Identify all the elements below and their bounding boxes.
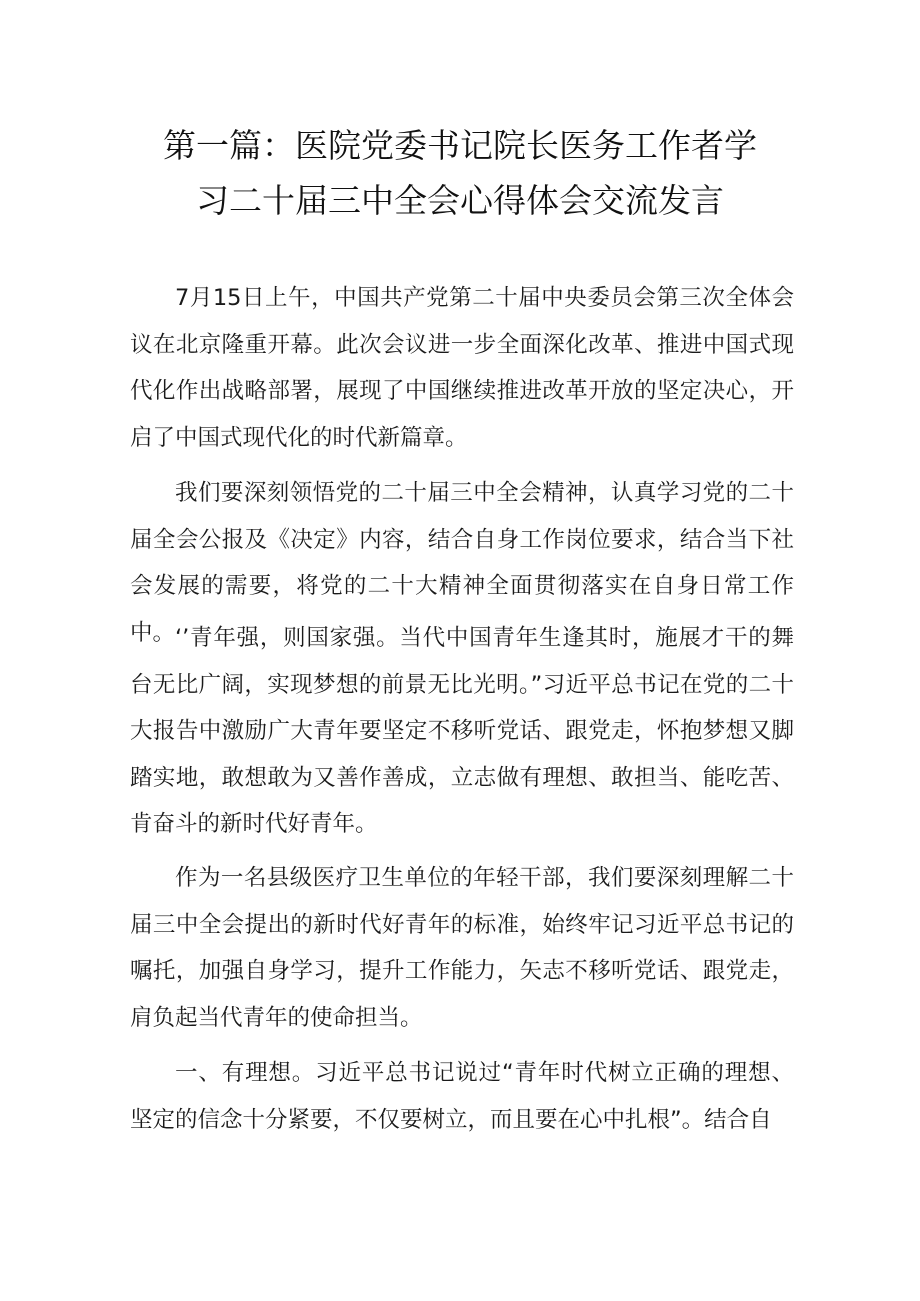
paragraph-text: 我们要深刻领悟党的二十届三中全会精神，认真学习党的二十届全会公报及《决定》内容，结合自身工作岗位要求，结合当下社会发展的需要，将党的二十大精神全面贯彻落实在自身日常工作中。 xyxy=(130,480,794,646)
document-title-line-1: 第一篇：医院党委书记院长医务工作者学 xyxy=(163,126,757,165)
document-title-line-2: 习二十届三中全会心得体会交流发言 xyxy=(196,181,724,220)
paragraph-text: 作为一名县级医疗卫生单位的年轻干部，我们要深刻理解二十届三中全会提出的新时代好青年的标准，始终牢记习近平总书记的嘱托，加强自身学习，提升工作能力，矢志不移听党话、跟党走，肩负起当代青年的使命担当。 xyxy=(130,865,794,1031)
paragraph-1 xyxy=(130,275,794,461)
paragraph-4 xyxy=(130,855,794,1041)
paragraph-5 xyxy=(130,1050,794,1143)
paragraph-text: 7月15日上午，中国共产党第二十届中央委员会第三次全体会议在北京隆重开幕。此次会议进一步全面深化改革、推进中国式现代化作出战略部署，展现了中国继续推进改革开放的坚定决心，开启了中国式现代化的时代新篇章。 xyxy=(130,285,794,451)
paragraph-text: ‘’青年强，则国家强。当代中国青年生逢其时，施展才干的舞台无比广阔，实现梦想的前景无比光明。”习近平总书记在党的二十大报告中激励广大青年要坚定不移听党话、跟党走，怀抱梦想又脚踏实地，敢想敢为又善作善成，立志做有理想、敢担当、能吃苦、肯奋斗的新时代好青年。 xyxy=(130,625,794,837)
paragraph-text: 一、有理想。习近平总书记说过“青年时代树立正确的理想、坚定的信念十分紧要，不仅要树立，而且要在心中扎根”。结合自 xyxy=(130,1060,794,1133)
paragraph-3 xyxy=(130,615,794,848)
